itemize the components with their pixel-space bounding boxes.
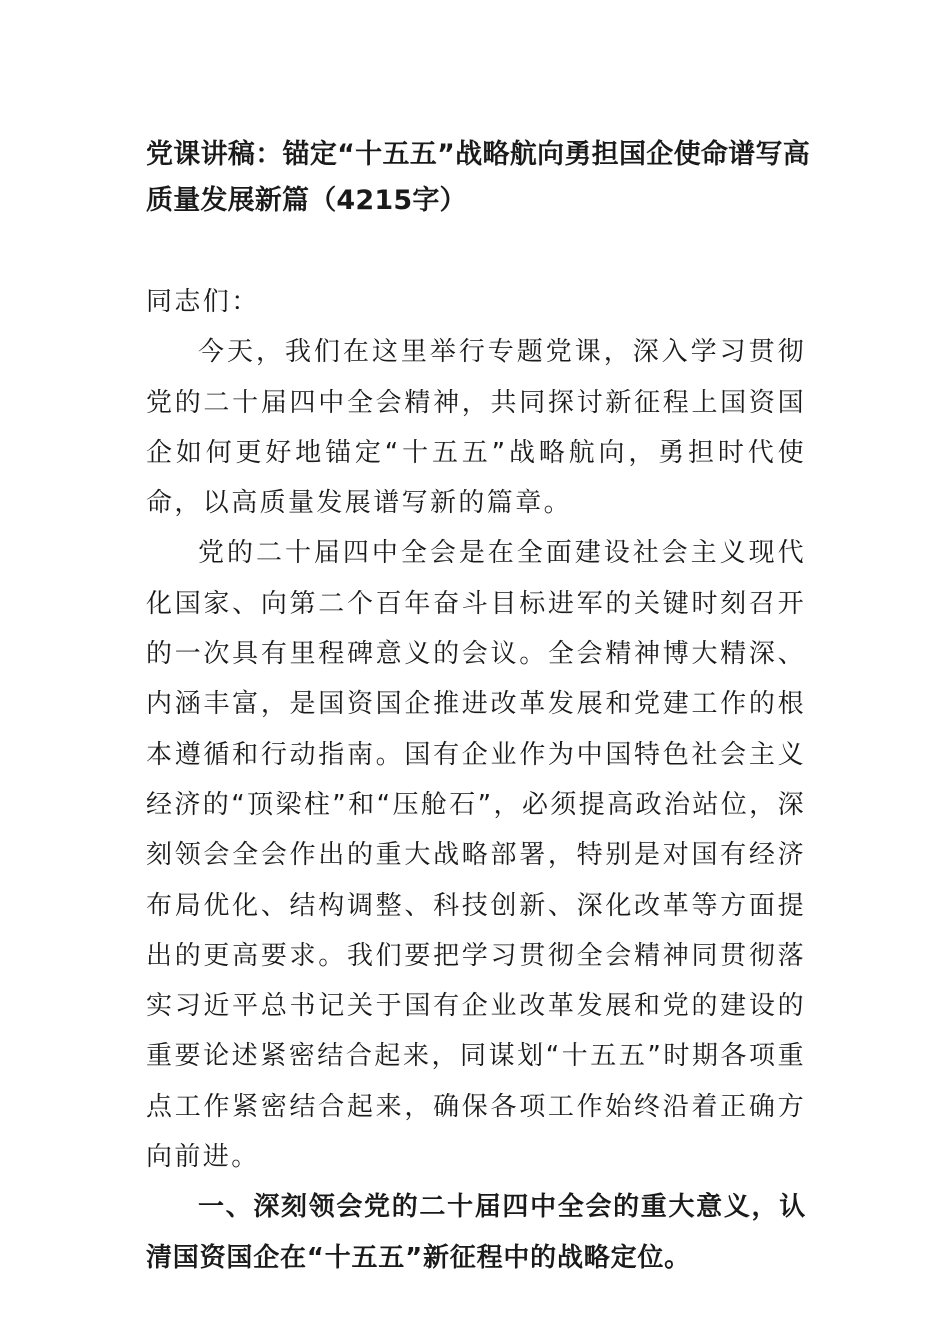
salutation: 同志们：	[146, 287, 260, 317]
paragraph-intro: 今天，我们在这里举行专题党课，深入学习贯彻党的二十届四中全会精神，共同探讨新征程上国资国企如何更好地锚定“十五五”战略航向，勇担时代使命，以高质量发展谱写新的篇章。	[146, 337, 806, 519]
section-heading: 一、深刻领会党的二十届四中全会的重大意义，认清国资国企在“十五五”新征程中的战略定位。	[146, 1192, 806, 1273]
document-title: 党课讲稿：锚定“十五五”战略航向勇担国企使命谱写高质量发展新篇（4215字）	[146, 139, 810, 216]
paragraph-plenum: 党的二十届四中全会是在全面建设社会主义现代化国家、向第二个百年奋斗目标进军的关键时刻召开的一次具有里程碑意义的会议。全会精神博大精深、内涵丰富，是国资国企推进改革发展和党建工作的根本遵循和行动指南。国有企业作为中国特色社会主义经济的“顶梁柱”和“压舱石”，必须提高政治站位，深刻领会全会作出的重大战略部署，特别是对国有经济布局优化、结构调整、科技创新、深化改革等方面提出的更高要求。我们要把学习贯彻全会精神同贯彻落实习近平总书记关于国有企业改革发展和党的建设的重要论述紧密结合起来，同谋划“十五五”时期各项重点工作紧密结合起来，确保各项工作始终沿着正确方向前进。	[146, 538, 806, 1173]
document-body	[146, 277, 806, 1283]
